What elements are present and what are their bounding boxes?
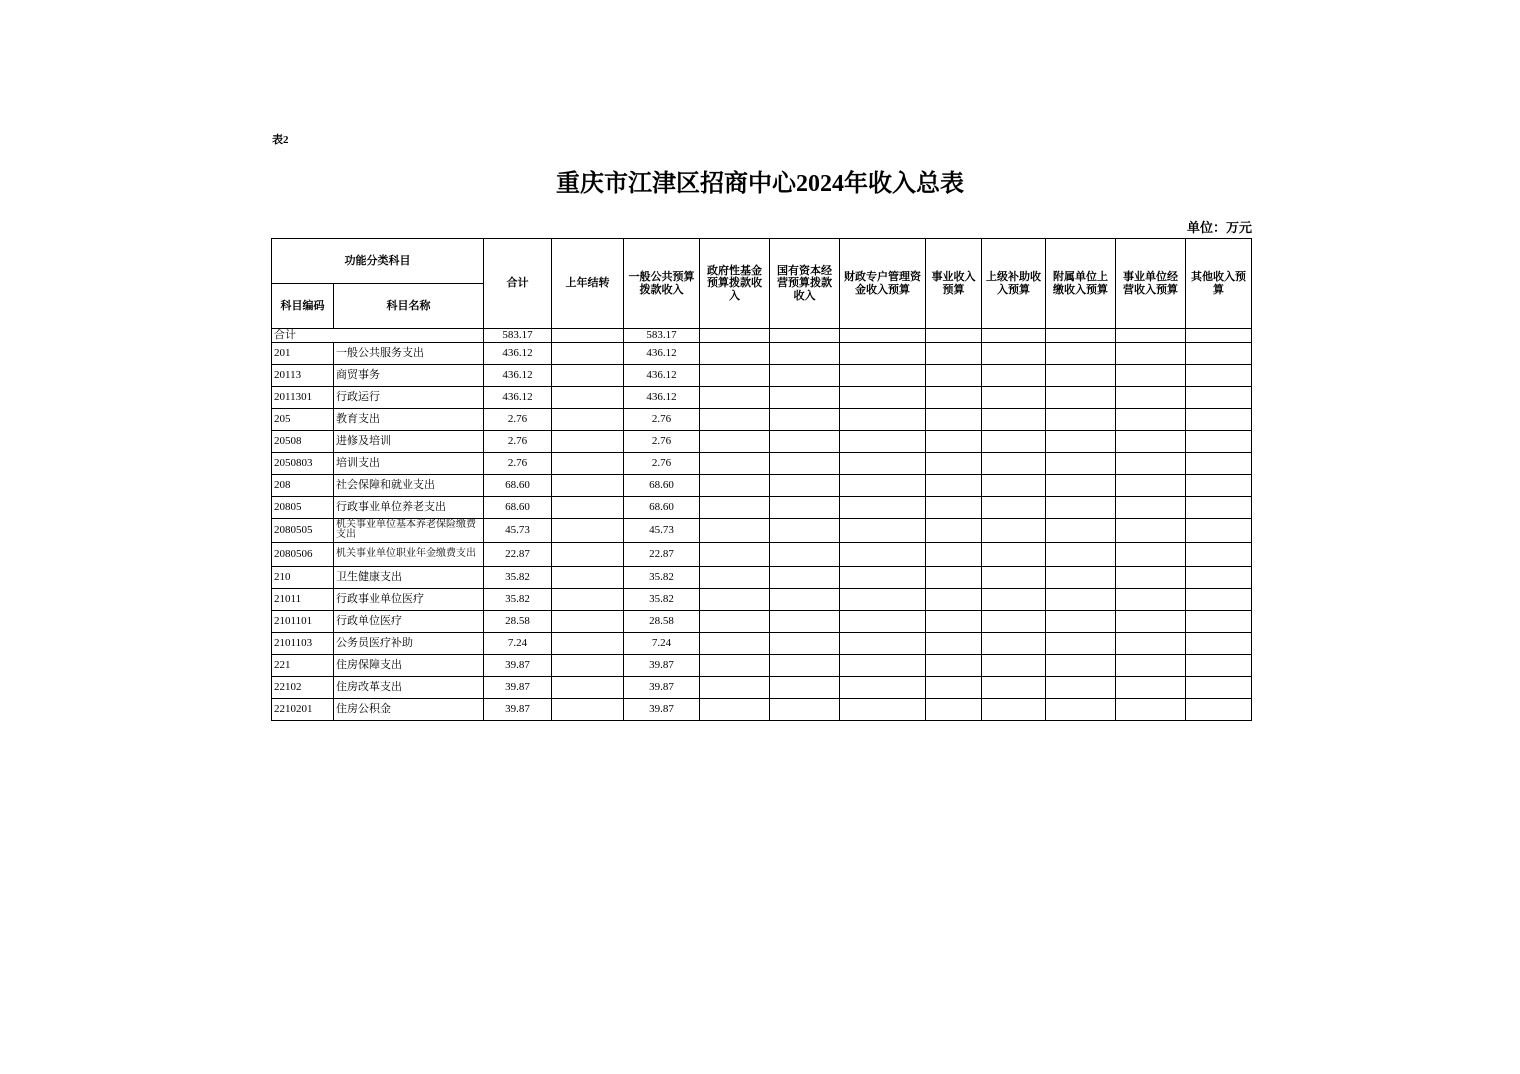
cell-other_income — [1186, 430, 1252, 452]
cell-subject-name: 公务员医疗补助 — [334, 632, 484, 654]
cell-subordinate_paid — [1046, 698, 1116, 720]
cell-state_capital — [770, 518, 840, 542]
cell-subordinate_paid — [1046, 474, 1116, 496]
cell-special_account — [840, 518, 926, 542]
cell-business_income — [926, 698, 982, 720]
cell-general_budget: 436.12 — [624, 386, 700, 408]
table-row — [272, 452, 1252, 474]
cell-subject-code: 2080506 — [272, 542, 334, 566]
cell-special_account — [840, 474, 926, 496]
header-subject-name: 科目名称 — [334, 284, 484, 329]
income-summary-table — [271, 238, 1252, 721]
cell-subject-name: 行政单位医疗 — [334, 610, 484, 632]
cell-special_account — [840, 654, 926, 676]
cell-gov_fund — [700, 452, 770, 474]
cell-other_income — [1186, 542, 1252, 566]
cell-other_income — [1186, 496, 1252, 518]
cell-superior_subsidy — [982, 518, 1046, 542]
table-header-row-1 — [272, 239, 1252, 284]
cell-subject-name: 进修及培训 — [334, 430, 484, 452]
cell-carryover — [552, 364, 624, 386]
cell-state_capital — [770, 566, 840, 588]
unit-label: 单位：万元 — [1186, 220, 1252, 235]
cell-subordinate_paid — [1046, 329, 1116, 343]
cell-business_income — [926, 676, 982, 698]
cell-state_capital — [770, 496, 840, 518]
cell-carryover — [552, 588, 624, 610]
cell-superior_subsidy — [982, 452, 1046, 474]
cell-state_capital — [770, 452, 840, 474]
header-state-capital: 国有资本经营预算拨款收入 — [770, 239, 840, 329]
cell-carryover — [552, 632, 624, 654]
cell-gov_fund — [700, 430, 770, 452]
cell-total: 39.87 — [484, 654, 552, 676]
cell-carryover — [552, 386, 624, 408]
cell-superior_subsidy — [982, 329, 1046, 343]
cell-other_income — [1186, 610, 1252, 632]
cell-superior_subsidy — [982, 698, 1046, 720]
cell-carryover — [552, 474, 624, 496]
cell-total: 35.82 — [484, 588, 552, 610]
cell-business_op — [1116, 698, 1186, 720]
cell-general_budget: 436.12 — [624, 364, 700, 386]
table-row — [272, 496, 1252, 518]
cell-state_capital — [770, 342, 840, 364]
cell-general_budget: 583.17 — [624, 329, 700, 343]
cell-state_capital — [770, 698, 840, 720]
cell-subject-code: 22102 — [272, 676, 334, 698]
cell-other_income — [1186, 408, 1252, 430]
cell-general_budget: 35.82 — [624, 588, 700, 610]
cell-total: 2.76 — [484, 408, 552, 430]
cell-carryover — [552, 610, 624, 632]
cell-business_income — [926, 588, 982, 610]
table-row-total — [272, 329, 1252, 343]
cell-subject-code: 2101101 — [272, 610, 334, 632]
cell-superior_subsidy — [982, 676, 1046, 698]
cell-state_capital — [770, 386, 840, 408]
cell-subject-code: 2210201 — [272, 698, 334, 720]
cell-total: 583.17 — [484, 329, 552, 343]
cell-special_account — [840, 542, 926, 566]
cell-carryover — [552, 342, 624, 364]
cell-other_income — [1186, 566, 1252, 588]
cell-superior_subsidy — [982, 610, 1046, 632]
cell-state_capital — [770, 364, 840, 386]
cell-other_income — [1186, 474, 1252, 496]
cell-carryover — [552, 676, 624, 698]
table-row — [272, 698, 1252, 720]
cell-special_account — [840, 698, 926, 720]
cell-subject-code: 205 — [272, 408, 334, 430]
cell-superior_subsidy — [982, 496, 1046, 518]
cell-business_op — [1116, 496, 1186, 518]
cell-superior_subsidy — [982, 632, 1046, 654]
cell-general_budget: 22.87 — [624, 542, 700, 566]
cell-business_op — [1116, 542, 1186, 566]
table-row — [272, 542, 1252, 566]
cell-carryover — [552, 542, 624, 566]
table-row — [272, 474, 1252, 496]
cell-special_account — [840, 566, 926, 588]
table-row — [272, 654, 1252, 676]
cell-subject-name: 住房改革支出 — [334, 676, 484, 698]
cell-gov_fund — [700, 329, 770, 343]
cell-subordinate_paid — [1046, 518, 1116, 542]
cell-total: 39.87 — [484, 698, 552, 720]
header-special-account: 财政专户管理资金收入预算 — [840, 239, 926, 329]
header-business-income: 事业收入预算 — [926, 239, 982, 329]
cell-general_budget: 35.82 — [624, 566, 700, 588]
cell-special_account — [840, 588, 926, 610]
cell-subordinate_paid — [1046, 542, 1116, 566]
cell-general_budget: 39.87 — [624, 698, 700, 720]
cell-general_budget: 2.76 — [624, 452, 700, 474]
cell-subordinate_paid — [1046, 610, 1116, 632]
cell-subject-code: 2080505 — [272, 518, 334, 542]
cell-subject-name: 教育支出 — [334, 408, 484, 430]
cell-subordinate_paid — [1046, 632, 1116, 654]
cell-other_income — [1186, 654, 1252, 676]
cell-business_op — [1116, 654, 1186, 676]
cell-subject-code: 21011 — [272, 588, 334, 610]
header-subordinate-paid: 附属单位上缴收入预算 — [1046, 239, 1116, 329]
cell-business_income — [926, 364, 982, 386]
cell-total: 45.73 — [484, 518, 552, 542]
cell-superior_subsidy — [982, 408, 1046, 430]
cell-superior_subsidy — [982, 588, 1046, 610]
cell-other_income — [1186, 329, 1252, 343]
cell-superior_subsidy — [982, 474, 1046, 496]
header-superior-subsidy: 上级补助收入预算 — [982, 239, 1046, 329]
cell-state_capital — [770, 408, 840, 430]
cell-general_budget: 45.73 — [624, 518, 700, 542]
cell-special_account — [840, 364, 926, 386]
cell-subordinate_paid — [1046, 588, 1116, 610]
cell-business_income — [926, 632, 982, 654]
cell-subject-name: 卫生健康支出 — [334, 566, 484, 588]
table-row — [272, 430, 1252, 452]
cell-subordinate_paid — [1046, 386, 1116, 408]
cell-carryover — [552, 430, 624, 452]
cell-other_income — [1186, 676, 1252, 698]
cell-subject-code: 20805 — [272, 496, 334, 518]
table-row — [272, 386, 1252, 408]
cell-business_op — [1116, 610, 1186, 632]
cell-total: 28.58 — [484, 610, 552, 632]
cell-carryover — [552, 518, 624, 542]
cell-subject-name: 行政运行 — [334, 386, 484, 408]
cell-business_op — [1116, 474, 1186, 496]
cell-business_op — [1116, 518, 1186, 542]
cell-subject-code: 210 — [272, 566, 334, 588]
cell-total: 68.60 — [484, 474, 552, 496]
cell-business_income — [926, 386, 982, 408]
cell-gov_fund — [700, 342, 770, 364]
cell-subject-name: 机关事业单位基本养老保险缴费支出 — [334, 518, 484, 542]
cell-total: 68.60 — [484, 496, 552, 518]
header-other-income: 其他收入预算 — [1186, 239, 1252, 329]
cell-business_income — [926, 430, 982, 452]
cell-special_account — [840, 610, 926, 632]
cell-other_income — [1186, 632, 1252, 654]
cell-general_budget: 39.87 — [624, 676, 700, 698]
cell-subordinate_paid — [1046, 430, 1116, 452]
cell-gov_fund — [700, 408, 770, 430]
cell-business_op — [1116, 676, 1186, 698]
table-row — [272, 518, 1252, 542]
cell-state_capital — [770, 632, 840, 654]
cell-subordinate_paid — [1046, 408, 1116, 430]
cell-carryover — [552, 452, 624, 474]
cell-special_account — [840, 329, 926, 343]
cell-business_income — [926, 474, 982, 496]
cell-other_income — [1186, 698, 1252, 720]
cell-subordinate_paid — [1046, 342, 1116, 364]
table-row — [272, 610, 1252, 632]
cell-state_capital — [770, 676, 840, 698]
cell-special_account — [840, 430, 926, 452]
cell-subject-name: 住房公积金 — [334, 698, 484, 720]
cell-subject-name: 行政事业单位医疗 — [334, 588, 484, 610]
cell-subordinate_paid — [1046, 676, 1116, 698]
cell-gov_fund — [700, 542, 770, 566]
cell-subordinate_paid — [1046, 452, 1116, 474]
cell-business_income — [926, 566, 982, 588]
cell-total: 436.12 — [484, 364, 552, 386]
cell-business_op — [1116, 632, 1186, 654]
cell-gov_fund — [700, 632, 770, 654]
cell-gov_fund — [700, 364, 770, 386]
table-row — [272, 364, 1252, 386]
header-carryover: 上年结转 — [552, 239, 624, 329]
cell-business_income — [926, 408, 982, 430]
cell-total: 35.82 — [484, 566, 552, 588]
sheet-label: 表2 — [272, 134, 289, 146]
cell-superior_subsidy — [982, 386, 1046, 408]
header-general-budget: 一般公共预算拨款收入 — [624, 239, 700, 329]
cell-subject-name: 商贸事务 — [334, 364, 484, 386]
cell-carryover — [552, 698, 624, 720]
cell-state_capital — [770, 329, 840, 343]
cell-business_op — [1116, 329, 1186, 343]
cell-gov_fund — [700, 386, 770, 408]
cell-business_op — [1116, 408, 1186, 430]
cell-total: 436.12 — [484, 342, 552, 364]
cell-subject-code: 2101103 — [272, 632, 334, 654]
cell-superior_subsidy — [982, 364, 1046, 386]
cell-special_account — [840, 632, 926, 654]
cell-gov_fund — [700, 698, 770, 720]
cell-gov_fund — [700, 588, 770, 610]
cell-other_income — [1186, 588, 1252, 610]
cell-gov_fund — [700, 496, 770, 518]
cell-carryover — [552, 408, 624, 430]
cell-general_budget: 2.76 — [624, 430, 700, 452]
table-row — [272, 632, 1252, 654]
cell-superior_subsidy — [982, 430, 1046, 452]
cell-superior_subsidy — [982, 566, 1046, 588]
cell-other_income — [1186, 364, 1252, 386]
cell-total: 2.76 — [484, 452, 552, 474]
cell-general_budget: 2.76 — [624, 408, 700, 430]
cell-other_income — [1186, 386, 1252, 408]
page-title: 重庆市江津区招商中心2024年收入总表 — [556, 171, 964, 197]
cell-business_op — [1116, 430, 1186, 452]
cell-business_op — [1116, 566, 1186, 588]
cell-state_capital — [770, 588, 840, 610]
cell-special_account — [840, 676, 926, 698]
cell-gov_fund — [700, 610, 770, 632]
cell-total-label: 合计 — [272, 329, 484, 343]
table-row — [272, 342, 1252, 364]
cell-superior_subsidy — [982, 542, 1046, 566]
cell-subject-code: 221 — [272, 654, 334, 676]
cell-business_income — [926, 342, 982, 364]
cell-state_capital — [770, 610, 840, 632]
cell-subordinate_paid — [1046, 496, 1116, 518]
cell-business_op — [1116, 452, 1186, 474]
header-subject-code: 科目编码 — [272, 284, 334, 329]
cell-business_income — [926, 496, 982, 518]
cell-state_capital — [770, 430, 840, 452]
cell-subject-name: 住房保障支出 — [334, 654, 484, 676]
cell-business_op — [1116, 588, 1186, 610]
cell-total: 436.12 — [484, 386, 552, 408]
cell-general_budget: 7.24 — [624, 632, 700, 654]
cell-business_op — [1116, 386, 1186, 408]
cell-other_income — [1186, 342, 1252, 364]
cell-business_income — [926, 452, 982, 474]
cell-subject-code: 208 — [272, 474, 334, 496]
cell-total: 39.87 — [484, 676, 552, 698]
cell-subject-code: 20113 — [272, 364, 334, 386]
cell-business_income — [926, 518, 982, 542]
cell-gov_fund — [700, 654, 770, 676]
cell-gov_fund — [700, 676, 770, 698]
cell-superior_subsidy — [982, 654, 1046, 676]
cell-other_income — [1186, 452, 1252, 474]
cell-total: 7.24 — [484, 632, 552, 654]
cell-business_op — [1116, 364, 1186, 386]
header-business-operating: 事业单位经营收入预算 — [1116, 239, 1186, 329]
cell-business_income — [926, 654, 982, 676]
table-row — [272, 676, 1252, 698]
cell-subject-code: 2011301 — [272, 386, 334, 408]
cell-special_account — [840, 496, 926, 518]
cell-subordinate_paid — [1046, 654, 1116, 676]
header-total: 合计 — [484, 239, 552, 329]
cell-general_budget: 28.58 — [624, 610, 700, 632]
table-row — [272, 566, 1252, 588]
cell-subject-name: 培训支出 — [334, 452, 484, 474]
cell-gov_fund — [700, 566, 770, 588]
cell-business_income — [926, 329, 982, 343]
cell-subject-name: 社会保障和就业支出 — [334, 474, 484, 496]
cell-general_budget: 436.12 — [624, 342, 700, 364]
cell-subject-code: 201 — [272, 342, 334, 364]
cell-carryover — [552, 566, 624, 588]
cell-special_account — [840, 452, 926, 474]
cell-business_op — [1116, 342, 1186, 364]
table-row — [272, 588, 1252, 610]
cell-subject-name: 机关事业单位职业年金缴费支出 — [334, 542, 484, 566]
cell-subject-name: 一般公共服务支出 — [334, 342, 484, 364]
cell-special_account — [840, 386, 926, 408]
cell-subject-name: 行政事业单位养老支出 — [334, 496, 484, 518]
cell-state_capital — [770, 654, 840, 676]
cell-gov_fund — [700, 518, 770, 542]
cell-business_income — [926, 542, 982, 566]
cell-general_budget: 39.87 — [624, 654, 700, 676]
cell-business_income — [926, 610, 982, 632]
cell-special_account — [840, 408, 926, 430]
cell-carryover — [552, 496, 624, 518]
cell-carryover — [552, 654, 624, 676]
header-group-functional-category: 功能分类科目 — [272, 239, 484, 284]
cell-total: 22.87 — [484, 542, 552, 566]
cell-total: 2.76 — [484, 430, 552, 452]
cell-subordinate_paid — [1046, 566, 1116, 588]
cell-other_income — [1186, 518, 1252, 542]
cell-state_capital — [770, 474, 840, 496]
cell-subject-code: 2050803 — [272, 452, 334, 474]
cell-superior_subsidy — [982, 342, 1046, 364]
cell-subordinate_paid — [1046, 364, 1116, 386]
cell-special_account — [840, 342, 926, 364]
table-body — [272, 329, 1252, 721]
cell-state_capital — [770, 542, 840, 566]
cell-gov_fund — [700, 474, 770, 496]
cell-general_budget: 68.60 — [624, 474, 700, 496]
cell-subject-code: 20508 — [272, 430, 334, 452]
cell-general_budget: 68.60 — [624, 496, 700, 518]
cell-carryover — [552, 329, 624, 343]
header-gov-fund: 政府性基金预算拨款收入 — [700, 239, 770, 329]
table-row — [272, 408, 1252, 430]
